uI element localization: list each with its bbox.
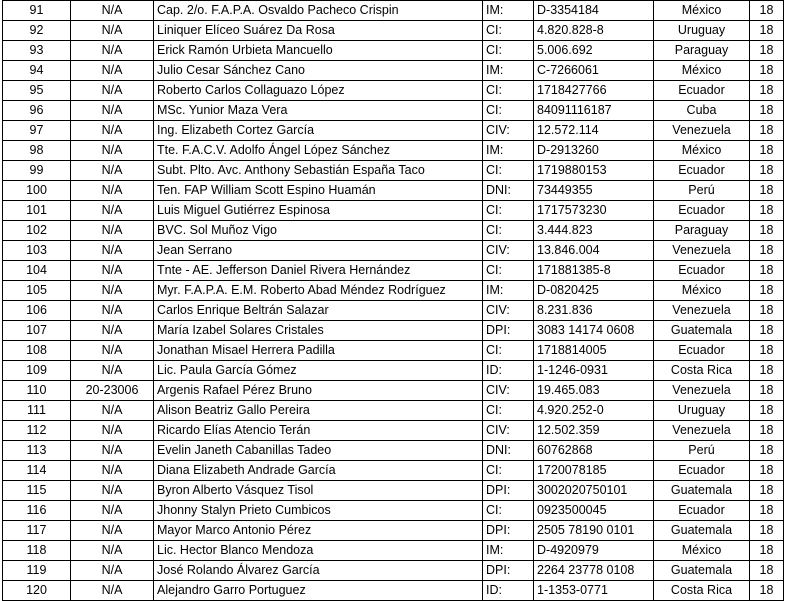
row-doc-type: CIV:: [483, 381, 534, 401]
row-name: José Rolando Álvarez García: [154, 561, 483, 581]
row-doc-number: 5.006.692: [534, 41, 654, 61]
row-name: Lic. Paula García Gómez: [154, 361, 483, 381]
row-doc-type: CI:: [483, 161, 534, 181]
row-age: 18: [750, 361, 784, 381]
row-number: 95: [3, 81, 71, 101]
row-doc-number: 1-1246-0931: [534, 361, 654, 381]
row-name: Jean Serrano: [154, 241, 483, 261]
row-age: 18: [750, 441, 784, 461]
row-number: 109: [3, 361, 71, 381]
row-country: Paraguay: [654, 221, 750, 241]
row-country: Venezuela: [654, 301, 750, 321]
row-doc-type: DNI:: [483, 181, 534, 201]
table-row: [3, 521, 784, 541]
row-code: N/A: [71, 81, 154, 101]
row-doc-type: CIV:: [483, 301, 534, 321]
row-age: 18: [750, 341, 784, 361]
row-doc-type: CIV:: [483, 421, 534, 441]
table-row: [3, 481, 784, 501]
row-doc-number: 84091116187: [534, 101, 654, 121]
row-doc-type: IM:: [483, 281, 534, 301]
row-name: Cap. 2/o. F.A.P.A. Osvaldo Pacheco Crispin: [154, 1, 483, 21]
row-name: Alison Beatriz Gallo Pereira: [154, 401, 483, 421]
row-age: 18: [750, 221, 784, 241]
row-name: Luis Miguel Gutiérrez Espinosa: [154, 201, 483, 221]
row-code: N/A: [71, 461, 154, 481]
row-doc-number: D-2913260: [534, 141, 654, 161]
row-name: Jonathan Misael Herrera Padilla: [154, 341, 483, 361]
row-code: N/A: [71, 561, 154, 581]
table-row: [3, 201, 784, 221]
row-country: Guatemala: [654, 321, 750, 341]
row-number: 112: [3, 421, 71, 441]
row-country: México: [654, 61, 750, 81]
row-name: Jhonny Stalyn Prieto Cumbicos: [154, 501, 483, 521]
row-country: Venezuela: [654, 121, 750, 141]
row-name: Tnte - AE. Jefferson Daniel Rivera Hernández: [154, 261, 483, 281]
table-row: [3, 341, 784, 361]
table-row: [3, 101, 784, 121]
row-code: N/A: [71, 261, 154, 281]
row-name: Erick Ramón Urbieta Mancuello: [154, 41, 483, 61]
row-code: N/A: [71, 421, 154, 441]
table-row: [3, 541, 784, 561]
row-number: 97: [3, 121, 71, 141]
row-age: 18: [750, 141, 784, 161]
row-country: México: [654, 1, 750, 21]
row-name: Mayor Marco Antonio Pérez: [154, 521, 483, 541]
row-number: 111: [3, 401, 71, 421]
row-doc-number: 3002020750101: [534, 481, 654, 501]
table-row: [3, 181, 784, 201]
row-doc-type: IM:: [483, 141, 534, 161]
row-doc-type: CI:: [483, 341, 534, 361]
row-code: N/A: [71, 501, 154, 521]
row-name: Evelin Janeth Cabanillas Tadeo: [154, 441, 483, 461]
row-doc-number: 12.502.359: [534, 421, 654, 441]
row-code: N/A: [71, 161, 154, 181]
row-code: N/A: [71, 141, 154, 161]
row-doc-type: CI:: [483, 41, 534, 61]
row-code: N/A: [71, 581, 154, 601]
row-age: 18: [750, 301, 784, 321]
row-number: 117: [3, 521, 71, 541]
row-age: 18: [750, 541, 784, 561]
row-country: Uruguay: [654, 401, 750, 421]
row-country: Ecuador: [654, 501, 750, 521]
row-name: María Izabel Solares Cristales: [154, 321, 483, 341]
row-name: Roberto Carlos Collaguazo López: [154, 81, 483, 101]
row-doc-number: 60762868: [534, 441, 654, 461]
row-country: Perú: [654, 441, 750, 461]
row-code: N/A: [71, 21, 154, 41]
row-code: N/A: [71, 101, 154, 121]
row-country: Venezuela: [654, 241, 750, 261]
row-doc-number: 0923500045: [534, 501, 654, 521]
row-country: Venezuela: [654, 421, 750, 441]
table-row: [3, 21, 784, 41]
row-code: N/A: [71, 361, 154, 381]
row-number: 107: [3, 321, 71, 341]
row-code: N/A: [71, 281, 154, 301]
row-code: N/A: [71, 321, 154, 341]
row-number: 99: [3, 161, 71, 181]
row-doc-type: ID:: [483, 581, 534, 601]
row-age: 18: [750, 381, 784, 401]
row-age: 18: [750, 61, 784, 81]
table-row: [3, 301, 784, 321]
row-number: 102: [3, 221, 71, 241]
row-code: N/A: [71, 301, 154, 321]
row-name: Liniquer Elíceo Suárez Da Rosa: [154, 21, 483, 41]
table-row: [3, 161, 784, 181]
row-doc-type: CIV:: [483, 241, 534, 261]
row-code: N/A: [71, 181, 154, 201]
row-number: 115: [3, 481, 71, 501]
table-row: [3, 501, 784, 521]
row-code: N/A: [71, 61, 154, 81]
row-age: 18: [750, 161, 784, 181]
row-age: 18: [750, 281, 784, 301]
row-doc-type: CI:: [483, 81, 534, 101]
row-number: 118: [3, 541, 71, 561]
row-age: 18: [750, 121, 784, 141]
row-doc-number: 73449355: [534, 181, 654, 201]
row-age: 18: [750, 201, 784, 221]
row-doc-number: 1719880153: [534, 161, 654, 181]
row-code: N/A: [71, 221, 154, 241]
row-age: 18: [750, 101, 784, 121]
row-country: Ecuador: [654, 81, 750, 101]
row-doc-type: ID:: [483, 361, 534, 381]
table-row: [3, 561, 784, 581]
table-row: [3, 421, 784, 441]
row-doc-number: 3.444.823: [534, 221, 654, 241]
row-number: 93: [3, 41, 71, 61]
row-code: N/A: [71, 41, 154, 61]
table-row: [3, 281, 784, 301]
row-number: 92: [3, 21, 71, 41]
row-name: Byron Alberto Vásquez Tisol: [154, 481, 483, 501]
table-row: [3, 581, 784, 601]
row-doc-number: 1718427766: [534, 81, 654, 101]
table-row: [3, 321, 784, 341]
row-doc-type: CIV:: [483, 121, 534, 141]
row-doc-type: IM:: [483, 1, 534, 21]
row-country: Ecuador: [654, 261, 750, 281]
row-age: 18: [750, 321, 784, 341]
row-number: 108: [3, 341, 71, 361]
table-row: [3, 401, 784, 421]
row-code: N/A: [71, 481, 154, 501]
row-doc-type: DPI:: [483, 321, 534, 341]
row-age: 18: [750, 241, 784, 261]
row-country: Paraguay: [654, 41, 750, 61]
row-code: N/A: [71, 241, 154, 261]
row-number: 96: [3, 101, 71, 121]
table-body: [3, 1, 784, 601]
row-code: N/A: [71, 521, 154, 541]
row-doc-number: 2505 78190 0101: [534, 521, 654, 541]
row-number: 104: [3, 261, 71, 281]
row-code: N/A: [71, 401, 154, 421]
row-country: Ecuador: [654, 461, 750, 481]
row-number: 114: [3, 461, 71, 481]
table-row: [3, 241, 784, 261]
row-name: Carlos Enrique Beltrán Salazar: [154, 301, 483, 321]
row-name: Diana Elizabeth Andrade García: [154, 461, 483, 481]
row-number: 110: [3, 381, 71, 401]
row-number: 119: [3, 561, 71, 581]
row-age: 18: [750, 81, 784, 101]
row-doc-number: C-7266061: [534, 61, 654, 81]
row-age: 18: [750, 181, 784, 201]
row-code: N/A: [71, 341, 154, 361]
row-doc-type: DPI:: [483, 481, 534, 501]
row-doc-number: 2264 23778 0108: [534, 561, 654, 581]
row-number: 113: [3, 441, 71, 461]
row-country: Costa Rica: [654, 581, 750, 601]
row-doc-number: 1718814005: [534, 341, 654, 361]
row-doc-type: CI:: [483, 501, 534, 521]
row-number: 91: [3, 1, 71, 21]
row-doc-number: D-0820425: [534, 281, 654, 301]
row-code: N/A: [71, 541, 154, 561]
row-doc-type: CI:: [483, 101, 534, 121]
row-country: México: [654, 541, 750, 561]
row-number: 106: [3, 301, 71, 321]
row-age: 18: [750, 561, 784, 581]
row-country: Guatemala: [654, 481, 750, 501]
table-row: [3, 221, 784, 241]
row-code: N/A: [71, 201, 154, 221]
row-age: 18: [750, 401, 784, 421]
row-doc-type: DNI:: [483, 441, 534, 461]
row-country: México: [654, 141, 750, 161]
row-age: 18: [750, 421, 784, 441]
table-row: [3, 441, 784, 461]
row-doc-number: 13.846.004: [534, 241, 654, 261]
row-doc-number: 171881385-8: [534, 261, 654, 281]
row-code: N/A: [71, 441, 154, 461]
row-country: Guatemala: [654, 561, 750, 581]
row-number: 120: [3, 581, 71, 601]
table-row: [3, 141, 784, 161]
row-doc-type: CI:: [483, 21, 534, 41]
row-doc-number: 8.231.836: [534, 301, 654, 321]
row-number: 103: [3, 241, 71, 261]
table-row: [3, 261, 784, 281]
row-age: 18: [750, 481, 784, 501]
row-number: 101: [3, 201, 71, 221]
row-age: 18: [750, 581, 784, 601]
row-name: Ten. FAP William Scott Espino Huamán: [154, 181, 483, 201]
row-name: Myr. F.A.P.A. E.M. Roberto Abad Méndez Rodríguez: [154, 281, 483, 301]
participants-table: [2, 0, 784, 601]
row-name: MSc. Yunior Maza Vera: [154, 101, 483, 121]
table-row: [3, 61, 784, 81]
row-doc-type: DPI:: [483, 521, 534, 541]
row-doc-number: 1717573230: [534, 201, 654, 221]
row-doc-type: CI:: [483, 401, 534, 421]
row-number: 105: [3, 281, 71, 301]
row-code: N/A: [71, 121, 154, 141]
row-country: Cuba: [654, 101, 750, 121]
row-name: Subt. Plto. Avc. Anthony Sebastián España Taco: [154, 161, 483, 181]
row-name: Julio Cesar Sánchez Cano: [154, 61, 483, 81]
table-row: [3, 381, 784, 401]
row-name: Ing. Elizabeth Cortez García: [154, 121, 483, 141]
row-country: México: [654, 281, 750, 301]
row-age: 18: [750, 21, 784, 41]
row-age: 18: [750, 501, 784, 521]
row-country: Ecuador: [654, 201, 750, 221]
row-country: Ecuador: [654, 161, 750, 181]
row-doc-number: 3083 14174 0608: [534, 321, 654, 341]
row-doc-type: CI:: [483, 221, 534, 241]
row-doc-number: 1-1353-0771: [534, 581, 654, 601]
row-doc-type: CI:: [483, 461, 534, 481]
row-doc-type: CI:: [483, 261, 534, 281]
row-doc-number: 1720078185: [534, 461, 654, 481]
row-name: Lic. Hector Blanco Mendoza: [154, 541, 483, 561]
row-country: Costa Rica: [654, 361, 750, 381]
row-number: 94: [3, 61, 71, 81]
row-name: BVC. Sol Muñoz Vigo: [154, 221, 483, 241]
row-country: Perú: [654, 181, 750, 201]
row-name: Tte. F.A.C.V. Adolfo Ángel López Sánchez: [154, 141, 483, 161]
table-row: [3, 361, 784, 381]
row-doc-number: 19.465.083: [534, 381, 654, 401]
row-doc-type: DPI:: [483, 561, 534, 581]
row-doc-number: D-3354184: [534, 1, 654, 21]
row-age: 18: [750, 261, 784, 281]
row-doc-type: IM:: [483, 61, 534, 81]
row-age: 18: [750, 1, 784, 21]
row-doc-number: 4.920.252-0: [534, 401, 654, 421]
row-country: Uruguay: [654, 21, 750, 41]
row-country: Ecuador: [654, 341, 750, 361]
table-row: [3, 81, 784, 101]
table-row: [3, 461, 784, 481]
row-doc-number: 4.820.828-8: [534, 21, 654, 41]
row-doc-number: 12.572.114: [534, 121, 654, 141]
row-age: 18: [750, 461, 784, 481]
row-number: 100: [3, 181, 71, 201]
row-country: Venezuela: [654, 381, 750, 401]
row-age: 18: [750, 521, 784, 541]
table-row: [3, 41, 784, 61]
row-doc-type: IM:: [483, 541, 534, 561]
row-code: N/A: [71, 1, 154, 21]
row-code: 20-23006: [71, 381, 154, 401]
row-doc-type: CI:: [483, 201, 534, 221]
row-number: 98: [3, 141, 71, 161]
row-age: 18: [750, 41, 784, 61]
table-row: [3, 1, 784, 21]
row-name: Argenis Rafael Pérez Bruno: [154, 381, 483, 401]
row-doc-number: D-4920979: [534, 541, 654, 561]
row-name: Ricardo Elías Atencio Terán: [154, 421, 483, 441]
row-name: Alejandro Garro Portuguez: [154, 581, 483, 601]
table-row: [3, 121, 784, 141]
row-number: 116: [3, 501, 71, 521]
row-country: Guatemala: [654, 521, 750, 541]
